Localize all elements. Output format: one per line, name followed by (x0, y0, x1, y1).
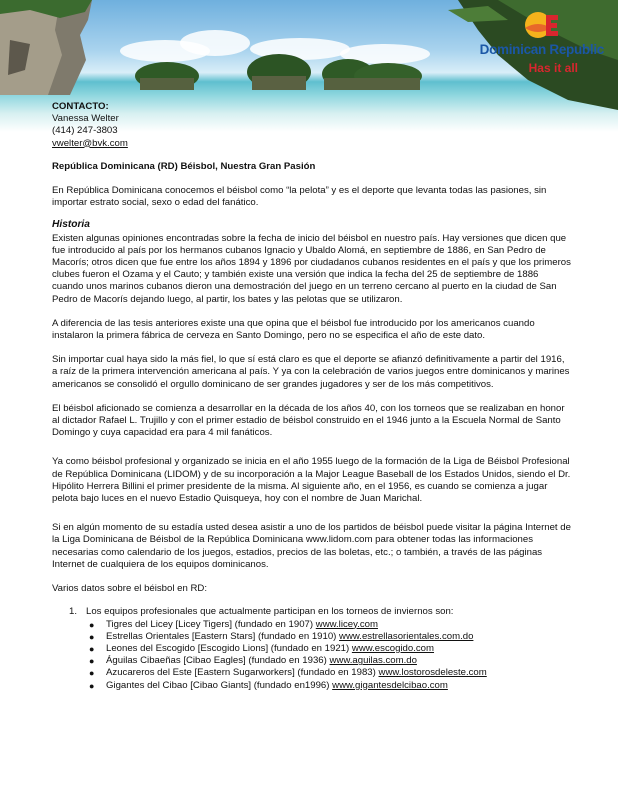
historia-paragraph-6: Si en algún momento de su estadía usted desea asistir a uno de los partidos de béisbol puede visitar la página Internet de la Liga Dominicana de Béisbol de la República Dominicana www.lidom.com para obtener todas las informaciones necesarias como calendario de los juegos, estadios, precios de las boletas, etc.; o también, a través de las páginas Internet de cualquiera de los equipos dominicanos. (52, 522, 571, 570)
historia-paragraph-3: Sin importar cual haya sido la más fiel, lo que sí está claro es que el deporte se afianzó definitivamente a partir del 1916, a raíz de la primera intervención americana al país. Y ya con la celebración de varios juegos entre dominicanos y marines americanos se consolidó el orgullo dominicano de ser grandes jugadores y ser de los más competitivos. (52, 354, 570, 390)
sun-logo-icon (520, 10, 560, 40)
dominican-republic-logo (468, 8, 608, 78)
island-1 (132, 56, 202, 90)
contact-email-link[interactable]: vwelter@bvk.com (52, 137, 128, 149)
bullet-icon: ● (89, 643, 95, 654)
teams-list (89, 619, 572, 692)
team-link[interactable]: www.gigantesdelcibao.com (332, 679, 448, 691)
facts-list (52, 606, 572, 691)
contact-title: CONTACTO: (52, 101, 109, 112)
facts-intro: Varios datos sobre el béisbol en RD: (52, 583, 208, 595)
facts-list-item (52, 606, 572, 691)
historia-paragraph-1: Existen algunas opiniones encontradas sobre la fecha de inicio del béisbol en nuestro país. Hay versiones que dicen que fue introducido al país por los hermanos cubanos Ignacio y Ubaldo Alomá, en septiembre de 1886, en San Pedro de Macorís; otros dicen que fue entre los años 1894 y 1896 por ciudadanos cubanos residentes en el país y que los primeros clubes fueron el Ozama y el Cauto; y también existe una versión que indica la fecha del 25 de septiembre de 1886 cuando unos marinos cubanos dieron una demostración del juego en un terreno cercano al puerto en la ciudad de San Pedro de Macorís dejando luego, al partir, los bates y las pelotas que se utilizaron. (52, 232, 571, 305)
bullet-icon: ● (89, 619, 95, 630)
team-item: ● Gigantes del Cibao [Cibao Giants] (fundado en1996) www.gigantesdelcibao.com (89, 679, 448, 691)
historia-paragraph-2: A diferencia de las tesis anteriores existe una que opina que el béisbol fue introducido por los americanos cuando instalaron la primera fábrica de cerveza en Santo Domingo, pero no se especifica el año de este dato. (52, 317, 535, 342)
contact-name: Vanessa Welter (52, 113, 119, 125)
historia-heading: Historia (52, 219, 90, 231)
team-item: ● Azucareros del Este [Eastern Sugarworkers] (fundado en 1983) www.lostorosdeleste.com (89, 667, 487, 679)
historia-paragraph-4: El béisbol aficionado se comienza a desarrollar en la década de los años 40, con los torneos que se realizaban en honor al dictador Rafael L. Trujillo y con el primer estadio de béisbol construido en el 1946 junto a la Escuela Normal de Santo Domingo y cuya capacidad era para 4 mil fanáticos. (52, 402, 565, 439)
team-item: ● Estrellas Orientales [Eastern Stars] (fundado en 1910) www.estrellasorientales.com.do (89, 630, 474, 642)
logo-line-2: Has it all (528, 61, 578, 75)
team-item: ● Leones del Escogido [Escogido Lions] (fundado en 1921) www.escogido.com (89, 642, 435, 654)
bullet-icon: ● (89, 656, 95, 667)
team-item: ● Tigres del Licey [Licey Tigers] (fundado en 1907) www.licey.com (89, 618, 378, 630)
team-link[interactable]: www.aguilas.com.do (329, 655, 417, 667)
intro-paragraph: En República Dominicana conocemos el béisbol como “la pelota” y es el deporte que levanta todas las pasiones, sin importar estrato social, sexo o edad del fanático. (52, 185, 547, 209)
team-link[interactable]: www.licey.com (315, 618, 378, 630)
document-body (52, 101, 572, 692)
team-link[interactable]: www.estrellasorientales.com.do (339, 630, 474, 642)
contact-block (52, 101, 572, 150)
bullet-icon: ● (89, 680, 95, 691)
cliff-image (0, 0, 92, 95)
logo-line-1: Dominican Republic (479, 42, 604, 57)
team-link[interactable]: www.lostorosdeleste.com (378, 667, 487, 679)
island-3 (318, 54, 428, 90)
historia-paragraph-5: Ya como béisbol profesional y organizado se inicia en el año 1955 luego de la formación de la Liga de Béisbol Profesional de República Dominicana (LIDOM) y de su incorporación a la Major League Baseball de los Estados Unidos, siendo el Dr. Hipólito Herrera Billini el primer presidente de la misma. Al siguiente año, en el 1956, es cuando se comienza a jugar pelota bajo luces en el nuevo Estadio Quisqueya, hoy con el nombre de Juan Marichal. (52, 456, 571, 505)
team-link[interactable]: www.escogido.com (351, 642, 435, 654)
list-number: 1. (69, 606, 78, 618)
contact-phone: (414) 247-3803 (52, 125, 118, 137)
team-item: ● Águilas Cibaeñas [Cibao Eagles] (fundado en 1936) www.aguilas.com.do (89, 655, 417, 667)
bullet-icon: ● (89, 631, 95, 642)
document-title: República Dominicana (RD) Béisbol, Nuestra Gran Pasión (52, 160, 316, 172)
list-intro: Los equipos profesionales que actualmente participan en los torneos de inviernos son: (86, 606, 454, 618)
island-2 (244, 50, 314, 90)
bullet-icon: ● (89, 668, 95, 679)
